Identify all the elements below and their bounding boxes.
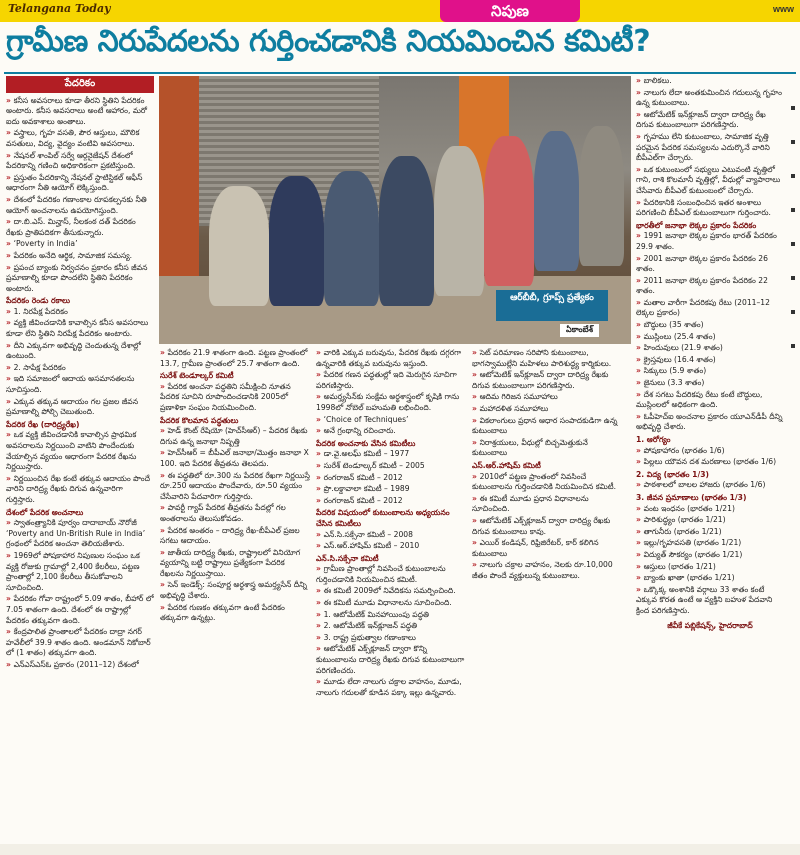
col5-sub3-list [636,480,784,491]
article-paragraph: » పేదరికం అనేది ఆర్థిక, సామాజిక సమస్య. [6,251,154,262]
article-paragraph: » దేశంలో పేదరికం గణాంకాల రూపకల్పనకు నీతి ఆయోగ్ అంచనాలను ఉపయోగిస్తుంది. [6,195,154,216]
publisher-credit: జీవీకే పబ్లికేషన్స్, హైదరాబాద్ [667,620,753,630]
article-paragraph: » కేంద్రపాలిత ప్రాంతాలలో పేదరికం దాద్రా నగర్ హవేలీలో 39.9 శాతం ఉంది. అండమాన్ నికోబార్ లో (1 శాతం) తక్కువగా ఉంది. [6,627,154,659]
col5-subheading-3: 2. విద్య (భారతం 1/3) [636,469,709,479]
article-paragraph: » ఆటోమేటిక్ ఎక్స్‌క్లూజన్ ద్వారా కొన్ని కుటుంబాలను దారిద్ర్య రేఖకు దిగువ కుటుంబాలుగా పరిగణించరు. [316,644,466,676]
article-paragraph: » బాలికలు. [636,76,784,87]
column-1 [6,76,154,840]
article-paragraph: » ఒక వ్యక్తి జీవించడానికి కావాల్సిన ప్రాథమిక అవసరాలను నిర్ణయించి వాటిని పొందేందుకు వేయాల్సిన వ్యయం ఆధారంగా పేదరిక రేఖను నిర్ణయిస్తారు. [6,430,154,472]
col1-sub2-list [6,430,154,505]
article-paragraph: » వారికి ఎక్కువ బరువును, పేదరిక రేఖకు దగ్గరగా ఉన్నవారికి తక్కువ బరువును ఇస్తుంది. [316,348,466,369]
article-paragraph: » ఎక్కువ తక్కువ ఆదాయం గల ప్రజల జీవన ప్రమాణాల్ని పోల్చి చెబుతుంది. [6,397,154,418]
article-paragraph: » 2. సాపేక్ష పేదరికం [6,363,154,374]
article-paragraph: » జైనులు (3.3 శాతం) [636,378,784,389]
article-paragraph: » హెచ్‌సీఆర్ = బీపీఎల్ జనాభా/మొత్తం జనాభా X 100. ఇది పేదరిక తీవ్రతను తెలపదు. [160,448,310,469]
col2-sub1-list [160,382,310,414]
article-paragraph: » ప్రస్తుతం పేదరికాన్ని నేషనల్ స్టాటిస్టికల్ ఆఫీస్ ఆధారంగా నీతి ఆయోగ్ లెక్కిస్తుంది. [6,173,154,194]
article-paragraph: » నాలుగు చక్రాల వాహనం, నెలకు రూ.10,000 జీతం పొందే వ్యక్తులున్న కుటుంబాలు. [472,560,622,581]
article-paragraph: » ఓపీహెచ్‌ఐ అంచనాల ప్రకారం యూఎన్‌డీపీ దీన్ని అభివృద్ధి చేశారు. [636,412,784,433]
article-paragraph: » వ్యక్తి జీవించడానికి కావాల్సిన కనీస అవసరాలు కూడా లేని స్థితిని నిరపేక్ష పేదరికం అంటారు. [6,318,154,339]
article-paragraph: » క్రైస్తవులు (16.4 శాతం) [636,355,784,366]
photo-person [579,126,624,266]
article-paragraph: » పేదరిక అంతరం – దారిద్ర్య రేఖ-బీపీఎల్ ప్రజల సగటు ఆదాయం. [160,526,310,547]
article-paragraph: » ‘Poverty in India’ [6,239,154,250]
col2-sub2-list [160,426,310,624]
article-paragraph: » ఎన్ఎస్ఎస్ఓ ప్రకారం (2011–12) దేశంలో [6,660,154,671]
col3-subheading-1: పేదరిక అంచనాకు వేసిన కమిటీలు [316,438,416,448]
photo-person [324,171,379,306]
article-paragraph: » గృహము లేని కుటుంబాలు, సామాజిక వృత్తి పరమైన పేదరిక సమస్యలను ఎదుర్కొనే వారిని బీపీఎల్‌గా చేర్చారు. [636,132,784,164]
article-paragraph: » 2010లో పట్టణ ప్రాంతంలో నివసించే కుటుంబాలను గుర్తించడానికి నియమించిన కమిటీ. [472,472,622,493]
article-paragraph: » ఈ కమిటీ 2009లో నివేదికను సమర్పించింది. [316,586,466,597]
article-paragraph: » పేదరికానికి సంబంధించిన ఇతర అంశాలు పరిగణించి బీపీఎల్ కుటుంబాలుగా గుర్తించారు. [636,198,784,219]
col4-lines [472,348,622,459]
page-edge-marks [786,76,800,836]
col1-lines [6,96,154,295]
article-paragraph: » పిల్లలు యౌవన దశ మరణాలు (భారతం 1/6) [636,457,784,468]
masthead-left: Telangana Today [8,2,111,15]
article-paragraph: » దేశ సగటు పేదరికపు రేటు కంటే బౌద్ధులు, ముస్లింలలో అధికంగా ఉంది. [636,390,784,411]
article-paragraph: » వస్త్రాలు, గృహ వసతి, పౌర ఆస్తులు, మౌలిక వసతులు, విద్య, వైద్యం వంటివి అవసరాలు. [6,128,154,149]
article-paragraph: » 3. రాష్ట్ర ప్రభుత్వాల గణాంకాలు [316,633,466,644]
article-paragraph: » పేదరికం 21.9 శాతంగా ఉంది. పట్టణ ప్రాంతంలో 13.7, గ్రామీణ ప్రాంతంలో 25.7 శాతంగా ఉంది. [160,348,310,369]
article-paragraph: » సిక్కులు (5.9 శాతం) [636,366,784,377]
article-paragraph: » పేదరిక గణన పద్ధతుల్లో ఇది మెరుగైన సూచిగా పరిగణిస్తారు. [316,370,466,391]
masthead-logo: నిపుణ [440,0,580,22]
article-paragraph: » ఆస్తులు (భారతం 1/21) [636,562,784,573]
photo-credit: ఏకాంబేశ్ [560,324,599,337]
article-paragraph: » నిర్ణయించిన రేఖ కంటే తక్కువ ఆదాయం పొందే వారిని దారిద్ర్య రేఖకు దిగువ ఉన్నవారిగా గుర్తిస్తారు. [6,474,154,506]
col3-sub3-list [316,564,466,698]
article-paragraph: » సెన్ ఇండెక్స్: సంపూర్ణ అర్థశాస్త్ర అమర్త్యసేన్ దీన్ని అభివృద్ధి చేశారు. [160,580,310,601]
col2-subheading-2: పేదరిక కొలమాన పద్ధతులు [160,415,239,425]
article-paragraph: » ఆటోమెటిక్ ఇన్‌క్లూజన్ ద్వారా దారిద్ర్య రేఖకు దిగువ కుటుంబాలుగా పరిగణిస్తారు. [472,370,622,391]
article-paragraph: » బౌద్ధులు (35 శాతం) [636,320,784,331]
article-paragraph: » ఈ పద్ధతిలో రూ.300 ను పేదరిక రేఖగా నిర్ణయిస్తే రూ.250 ఆదాయం పొందేవారు, రూ.50 వ్యయం చేసేవారిని పేదవారిగా గుర్తిస్తారు. [160,471,310,503]
article-paragraph: » నేషనల్ శాంపిల్ సర్వే ఆర్గనైజేషన్ దేశంలో పేదరికాన్ని గణించి అధికారికంగా ప్రకటిస్తుంది. [6,151,154,172]
section-heading: పేదరికం [6,76,154,93]
article-paragraph: » ఆటోమేటిక్ ఎక్స్‌క్లూజన్ ద్వారా దారిద్ర్య రేఖకు దిగువ కుటుంబాలు కావు. [472,516,622,537]
article-paragraph: » ముస్లింలు (25.4 శాతం) [636,332,784,343]
headline-rule [4,72,796,74]
col3-lines [316,348,466,437]
article-paragraph: » ఈ కమిటీ మూడు విధానాలను సూచించింది. [316,598,466,609]
article-paragraph: » 2001 జనాభా లెక్కల ప్రకారం పేదరికం 26 శాతం. [636,254,784,275]
photo-person [379,156,434,306]
article-paragraph: » హిందువులు (21.9 శాతం) [636,343,784,354]
article-paragraph: » అనే గ్రంథాన్ని రచించారు. [316,426,466,437]
col3-sub1-list [316,449,466,506]
article-paragraph: » దా.బి.ఎస్. మిన్హాస్, నీలకంఠ దత్ పేదరికం రేఖకు ప్రాతిపదికగా తీసుకున్నారు. [6,217,154,238]
col5-subheading-4: 3. జీవన ప్రమాణాలు (భారతం 1/3) [636,492,747,502]
article-paragraph: » ఇల్లు/గృహవసతి (భారతం 1/21) [636,538,784,549]
article-paragraph: » 1. ఆటోమేటిక్ మినహాయింపు పద్ధతి [316,610,466,621]
article-paragraph: » ‘Choice of Techniques’ [316,415,466,426]
article-paragraph: » మహాదళిత సమూహాలు [472,404,622,415]
article-paragraph: » పోషకాహారం (భారతం 1/6) [636,446,784,457]
photo-person [269,176,324,306]
article-paragraph: » వికలాంగులు ప్రధాన ఆధార సంపాదకుడిగా ఉన్న కుటుంబాలు [472,416,622,437]
article-paragraph: » మతాల వారీగా పేదరికపు రేటు (2011–12 లెక్కల ప్రకారం) [636,298,784,319]
article-paragraph: » డా.వై.అలఘ్ కమిటీ – 1977 [316,449,466,460]
article-paragraph: » విద్యుత్ సౌకర్యం (భారతం 1/21) [636,550,784,561]
article-paragraph: » బ్యాంకు ఖాతా (భారతం 1/21) [636,573,784,584]
col5-sub4-list [636,504,784,617]
article-paragraph: » పేదరిక అంచనా పద్ధతిని సమీక్షించి నూతన పేదరిక సూచిని రూపొందించడానికి 2005లో ప్రణాళికా సంఘం నియమించింది. [160,382,310,414]
col3-subheading-2: పేదరిక విషయంలో కుటుంబాలను అధ్యయనం చేసిన కమిటీలు [316,508,450,528]
article-paragraph: » ఒక్కొక్క అంశానికి వర్గాలు 33 శాతం కంటే ఎక్కువ కొరత ఉంటే ఆ వ్యక్తిని బహుళ పేదవాని క్రింద పరిగణిస్తారు. [636,585,784,617]
col1-subheading-2: పేదరిక రేఖ (దారిద్ర్యరేఖ) [6,419,80,429]
col1-subheading-1: పేదరికం రెండు రకాలు [6,296,71,306]
article-paragraph: » పావర్టీ గ్యాప్ పేదరిక తీవ్రతను పేదల్లో గల అంతరాలను తెలుసుకోవడం. [160,503,310,524]
article-paragraph: » 1. నిరపేక్ష పేదరికం [6,307,154,318]
article-paragraph: » 2. ఆటోమేటిక్ ఇన్‌క్లూజన్ పద్ధతి [316,621,466,632]
article-paragraph: » స్వాతంత్ర్యానికి పూర్వం దాదాబాయ్ నౌరోజీ ‘Poverty and Un-British Rule in India’ గ్రంథంలో పేదరిక అంచనా తెలియజేశారు. [6,518,154,550]
article-paragraph: » కనీస అవసరాలు కూడా తీరని స్థితిని పేదరికం అంటారు. కనీస అవసరాలు అంటే ఆహారం, మరో ఐదు అవకాశాలు అంతాలు. [6,96,154,128]
masthead-right: www [772,4,794,14]
column-2 [160,348,310,840]
article-paragraph: » దీని ఎక్కువగా అభివృద్ధి చెందుతున్న దేశాల్లో ఉంటుంది. [6,341,154,362]
article-paragraph: » ఇది సమాజంలో ఆదాయ అసమానతలను సూచిస్తుంది. [6,374,154,395]
masthead-band [0,0,800,22]
photo-person [434,146,484,296]
article-paragraph: » ఒక కుటుంబంలో సభ్యులు ఎటువంటి వృత్తిలో గాని, రాశి కొలమానీ వృత్తిల్లో, వీధుల్లో వ్యాపారాలు చేసేవారు బీపీఎల్ కుటుంబంలో చేర్చారు. [636,165,784,197]
photo-person [534,131,579,271]
column-5 [636,76,784,840]
col4-sub1-list [472,472,622,582]
col3-subheading-3: ఎన్.సి.సక్సేనా కమిటీ [316,553,379,563]
article-paragraph: » పేదరిక గుణకం తక్కువగా ఉంటే పేదరికం తక్కువగా ఉన్నట్లు. [160,603,310,624]
article-paragraph: » హెడ్ కౌంట్ రేషియో (హెచ్‌సీఆర్) – పేదరిక రేఖకు దిగువ ఉన్న జనాభా నిష్పత్తి [160,426,310,447]
col3-sub2-list [316,530,466,552]
article-paragraph: » పేదరికం గోవా రాష్ట్రంలో 5.09 శాతం, బీహార్ లో 7.05 శాతంగా ఉంది. దేశంలో ఈ రాష్ట్రాల్లో పేదరికం తక్కువగా ఉంది. [6,594,154,626]
article-paragraph: » నిరాశ్రయులు, వీధుల్లో బిచ్చమెత్తుకునే కుటుంబాలు [472,438,622,459]
article-paragraph: » నాలుగు లేదా అంతకుమించిన గదులున్న గృహం ఉన్న కుటుంబాలు. [636,88,784,109]
col5-subheading-2: 1. ఆరోగ్యం [636,435,671,444]
article-paragraph: » తాగునీరు (భారతం 1/21) [636,527,784,538]
col2-lines [160,348,310,369]
footer-band [0,844,800,855]
article-paragraph: » అమర్త్యసేన్‌కు సంక్షేమ అర్థశాస్త్రంలో కృషికి గాను 1998లో నోబెల్ బహుమతి లభించింది. [316,392,466,413]
col1-sub3-list [6,518,154,670]
article-paragraph: » ఎయిర్ కండిషన్, రిఫ్రిజిరేటర్, కార్ కలిగిన కుటుంబాలు [472,538,622,559]
article-paragraph: » వంట ఇంధనం (భారతం 1/21) [636,504,784,515]
article-paragraph: » సెట్ పరిమాణం సరిపోని కుటుంబాలు, భాగస్వాముల్లేని మహిళలు పారిశుద్ధ్య కార్మికులు. [472,348,622,369]
article-paragraph: » ప్రపంచ బ్యాంకు నిర్వచనం ప్రకారం కనీస జీవన ప్రమాణాల్ని కూడా పొందలేని స్థితిని పేదరికం అంటారు. [6,263,154,295]
col1-subheading-3: దేశంలో పేదరిక అంచనాలు [6,507,84,517]
col2-subheading-1: సురేశ్ టెండూల్కర్ కమిటీ [160,371,234,381]
col4-subheading-1: ఎస్.ఆర్.హాషిమ్ కమిటీ [472,460,541,470]
article-paragraph: » ఈ కమిటీ మూడు ప్రధాన విధానాలను సూచించింది. [472,494,622,515]
col1-sub1-list [6,307,154,418]
page-headline: గ్రామీణ నిరుపేదలను గుర్తించడానికి నియమించిన కమిటీ? [6,24,651,59]
article-paragraph: » రంగరాజన్ కమిటీ – 2012 [316,496,466,507]
article-paragraph: » రంగరాజన్ కమిటీ – 2012 [316,473,466,484]
col5-sub2-list [636,446,784,468]
col5-subheading-1: భారతీలో జనాభా లెక్కల ప్రకారం పేదరికం [636,220,757,230]
article-paragraph: » 1991 జనాభా లెక్కల ప్రకారం భారత్ పేదరికం 29.9 శాతం. [636,231,784,252]
photo-person [209,186,269,306]
column-3 [316,348,466,840]
article-paragraph: » జాతీయ దారిద్ర్య రేఖకు, రాష్ట్రాలలో వినియోగ వ్యయాన్ని బట్టి రాష్ట్రాలు ప్రత్యేకంగా పేదరిక రేఖలను నిర్ణయిస్తాయి. [160,548,310,580]
article-paragraph: » గ్రామీణ ప్రాంతాల్లో నివసించే కుటుంబాలను గుర్తించడానికి నియమించిన కమిటీ. [316,564,466,585]
column-4 [472,348,622,840]
article-paragraph: » 2011 జనాభా లెక్కల ప్రకారం పేదరికం 22 శాతం. [636,276,784,297]
photo-person [484,136,534,286]
article-paragraph: » పారిశుద్ధ్యం (భారతం 1/21) [636,515,784,526]
article-paragraph: » ఎస్.ఆర్.హాషిమ్ కమిటీ – 2010 [316,541,466,552]
article-paragraph: » ఆటోమేటిక్ ఇన్‌క్లూజన్ ద్వారా దారిద్ర్య రేఖ దిగువ కుటుంబాలుగా పరిగణిస్తారు. [636,110,784,131]
article-paragraph: » పాఠశాలలో బాలల హాజరు (భారతం 1/6) [636,480,784,491]
article-paragraph: » ఎన్.సి.సక్సేనా కమిటీ – 2008 [316,530,466,541]
article-paragraph: » ప్రొ.లక్డావాలా కమిటీ – 1989 [316,484,466,495]
photo-caption: ఆర్‌బీబీ, గ్రూప్స్ ప్రత్యేకం [496,290,608,321]
article-paragraph: » మూడు లేదా నాలుగు చక్రాల వాహనం, మూడు, నాలుగు గదులతో కూడిన పక్కా ఇల్లు ఉన్నవారు. [316,677,466,698]
article-paragraph: » సురేశ్ టెండూల్కర్ కమిటీ – 2005 [316,461,466,472]
col5-lines [636,76,784,219]
article-paragraph: » 1969లో పోషకాహార నిపుణుల సంఘం ఒక వ్యక్తి రోజుకు గ్రామాల్లో 2,400 కేలరీలు, పట్టణ ప్రాంతాల్లో 2,100 కేలరీలు తీసుకోవాలని సూచించింది. [6,551,154,593]
article-paragraph: » ఆదిమ గిరిజన సమూహాలు [472,392,622,403]
col5-sub1-list [636,231,784,433]
